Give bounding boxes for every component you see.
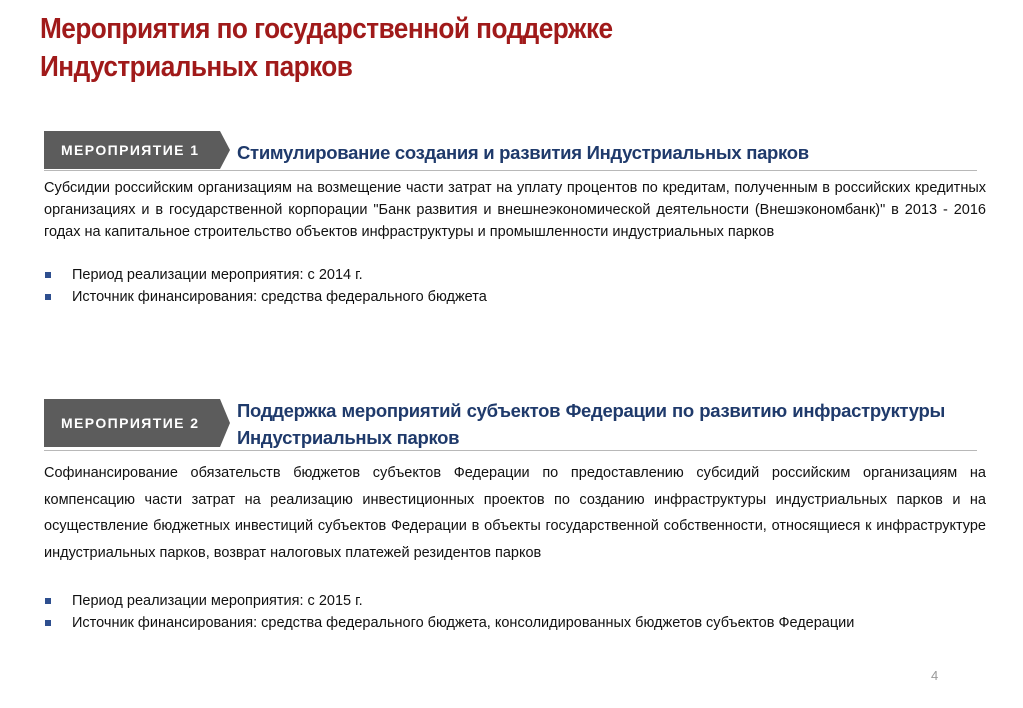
list-item [44, 286, 986, 308]
bullet-text: Период реализации мероприятия: с 2015 г. [72, 593, 363, 609]
title-line-2: Индустриальных парков [40, 51, 353, 83]
event-2-bullet-list [44, 590, 986, 634]
square-bullet-icon [45, 620, 51, 626]
event-1-bullet-list [44, 264, 986, 308]
event-2-description: Софинансирование обязательств бюджетов субъектов Федерации по предоставлению субсидий российским организациям на компенсацию части затрат на реализацию инвестиционных проектов по созданию инфраструктуры индустриальных парков и на осуществление бюджетных инвестиций субъектов Федерации в объекты государственной собственности, относящиеся к инфраструктуре индустриальных парков, возврат налоговых платежей резидентов парков [44, 465, 986, 561]
list-item [44, 612, 986, 634]
page-title [40, 10, 905, 86]
event-1-description: Субсидии российским организациям на возмещение части затрат на уплату процентов по кредитам, полученным в российских кредитных организациях и в государственной корпорации "Банк развития и внешнеэкономической деятельности (Внешэкономбанк)" в 2013 - 2016 годах на капитальное строительство объектов инфраструктуры и промышленности индустриальных парков [44, 180, 986, 240]
list-item [44, 590, 986, 612]
event-2-badge: МЕРОПРИЯТИЕ 2 [44, 399, 220, 447]
bullet-text: Источник финансирования: средства федерального бюджета [72, 289, 487, 305]
event-2-heading: Поддержка мероприятий субъектов Федерации по развитию инфраструктуры Индустриальных парков [237, 400, 945, 448]
square-bullet-icon [45, 272, 51, 278]
event-2-divider [44, 450, 977, 451]
list-item [44, 264, 986, 286]
event-1-badge: МЕРОПРИЯТИЕ 1 [44, 131, 220, 169]
event-1-divider [44, 170, 977, 171]
bullet-text: Источник финансирования: средства федерального бюджета, консолидированных бюджетов субъектов Федерации [72, 615, 855, 631]
title-line-1: Мероприятия по государственной поддержке [40, 13, 613, 45]
page-number: 4 [931, 668, 939, 683]
square-bullet-icon [45, 294, 51, 300]
square-bullet-icon [45, 598, 51, 604]
bullet-text: Период реализации мероприятия: с 2014 г. [72, 267, 363, 283]
event-1-heading: Стимулирование создания и развития Индустриальных парков [237, 142, 809, 163]
